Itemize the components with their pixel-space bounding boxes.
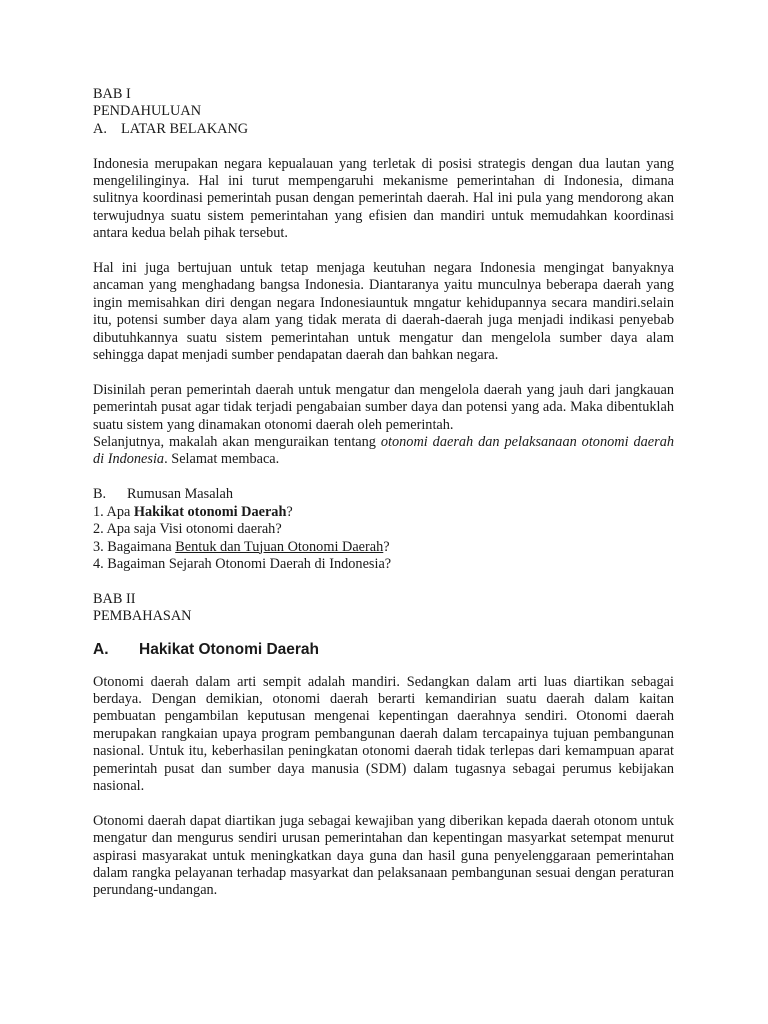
bab1-paragraph-4 xyxy=(93,434,674,469)
question-3-underlined: Bentuk dan Tujuan Otonomi Daerah xyxy=(175,538,384,555)
section-a-label: LATAR BELAKANG xyxy=(121,120,249,137)
question-2: 2. Apa saja Visi otonomi daerah? xyxy=(93,521,282,538)
paragraph-4-before: Selanjutnya, makalah akan menguraikan tentang xyxy=(93,434,381,451)
bab1-title: BAB I xyxy=(93,86,131,102)
question-1 xyxy=(93,504,674,521)
question-1-suffix: ? xyxy=(286,503,293,520)
section-b-label: Rumusan Masalah xyxy=(127,486,234,503)
bab1-paragraph-2: Hal ini juga bertujuan untuk tetap menjaga keutuhan negara Indonesia mengingat banyaknya ancaman yang menghadang bangsa Indonesia. Diantaranya yaitu munculnya beberapa daerah yang ingin memisahkan diri dengan negara Indonesiauntuk mngatur kehidupannya secara mandiri.selain itu, potensi sumber daya alam yang tidak merata di daerah-daerah juga menjadi indikasi penyebab dibutuhkannya suatu sistem pemerintahan untuk mengatur dan mengelola sumber daya alam sehingga dapat menjadi sumber pendapatan daerah dan bahkan negara. xyxy=(93,260,674,364)
bab1-paragraph-1: Indonesia merupakan negara kepualauan yang terletak di posisi strategis dengan dua lautan yang mengelilinginya. Hal ini turut mempengaruhi mekanisme pemerintahan di Indonesia, dimana sulitnya koordinasi pemerintah pusan dengan pemerintah daerah. Hal ini pula yang mendorong akan terwujudnya suatu sistem pemerintahan yang efisien dan mandiri untuk memudahkan koordinasi antara kedua belah pihak tersebut. xyxy=(93,155,674,242)
bab1-section-a-heading xyxy=(93,121,674,138)
question-1-bold: Hakikat otonomi Daerah xyxy=(133,503,287,520)
question-1-prefix: 1. Apa xyxy=(93,503,134,520)
bab2-title: BAB II xyxy=(93,590,136,607)
section-b-letter: B. xyxy=(93,486,107,503)
bab2-section-a-letter: A. xyxy=(93,640,109,658)
bab2-paragraph-2: Otonomi daerah dapat diartikan juga sebagai kewajiban yang diberikan kepada daerah otonom untuk mengatur dan mengurus sendiri urusan pemerintahan dan kepentingan masyarkat setempat menurut aspirasi masyarakat untuk meningkatkan daya guna dan hasil guna penyelenggaraan pemerintahan dalam rangka pelayanan terhadap masyarkat dan pelaksanaan pembangunan sesuai dengan peraturan perundang-undangan. xyxy=(93,812,674,899)
bab2-section-a-label: Hakikat Otonomi Daerah xyxy=(139,640,320,658)
bab1-subtitle: PENDAHULUAN xyxy=(93,103,202,120)
bab1-section-b-heading xyxy=(93,486,674,503)
bab1-paragraph-3: Disinilah peran pemerintah daerah untuk mengatur dan mengelola daerah yang jauh dari jangkauan pemerintah pusat agar tidak terjadi pengabaian sumber daya dan potensi yang ada. Maka dibentuklah suatu sistem yang dinamakan otonomi daerah oleh pemerintah. xyxy=(93,381,674,433)
bab2-subtitle: PEMBAHASAN xyxy=(93,608,192,625)
bab2-section-a-heading xyxy=(93,640,674,660)
question-3 xyxy=(93,539,674,556)
paragraph-4-italic: otonomi daerah dan pelaksanaan otonomi daerah di Indonesia xyxy=(93,434,674,468)
question-4: 4. Bagaiman Sejarah Otonomi Daerah di Indonesia? xyxy=(93,555,392,572)
question-3-suffix: ? xyxy=(383,538,390,555)
bab2-paragraph-1: Otonomi daerah dalam arti sempit adalah mandiri. Sedangkan dalam arti luas diartikan sebagai berdaya. Dengan demikian, otonomi daerah berarti kemandirian suatu daerah dalam kaitan pembuatan pengambilan keputusan mengenai kepentingan daerahnya sendiri. Otonomi daerah merupakan rangkaian upaya program pembangunan daerah dalam tercapainya tujuan pembangunan nasional. Untuk itu, keberhasilan peningkatan otonomi daerah tidak terlepas dari kemampuan aparat pemerintah pusat dan sumber daya manusia (SDM) dalam tugasnya sebagai perumus kebijakan nasional. xyxy=(93,673,674,794)
paragraph-4-after: . Selamat membaca. xyxy=(164,451,280,468)
section-a-letter: A. xyxy=(93,120,107,137)
question-3-prefix: 3. Bagaimana xyxy=(93,538,176,555)
